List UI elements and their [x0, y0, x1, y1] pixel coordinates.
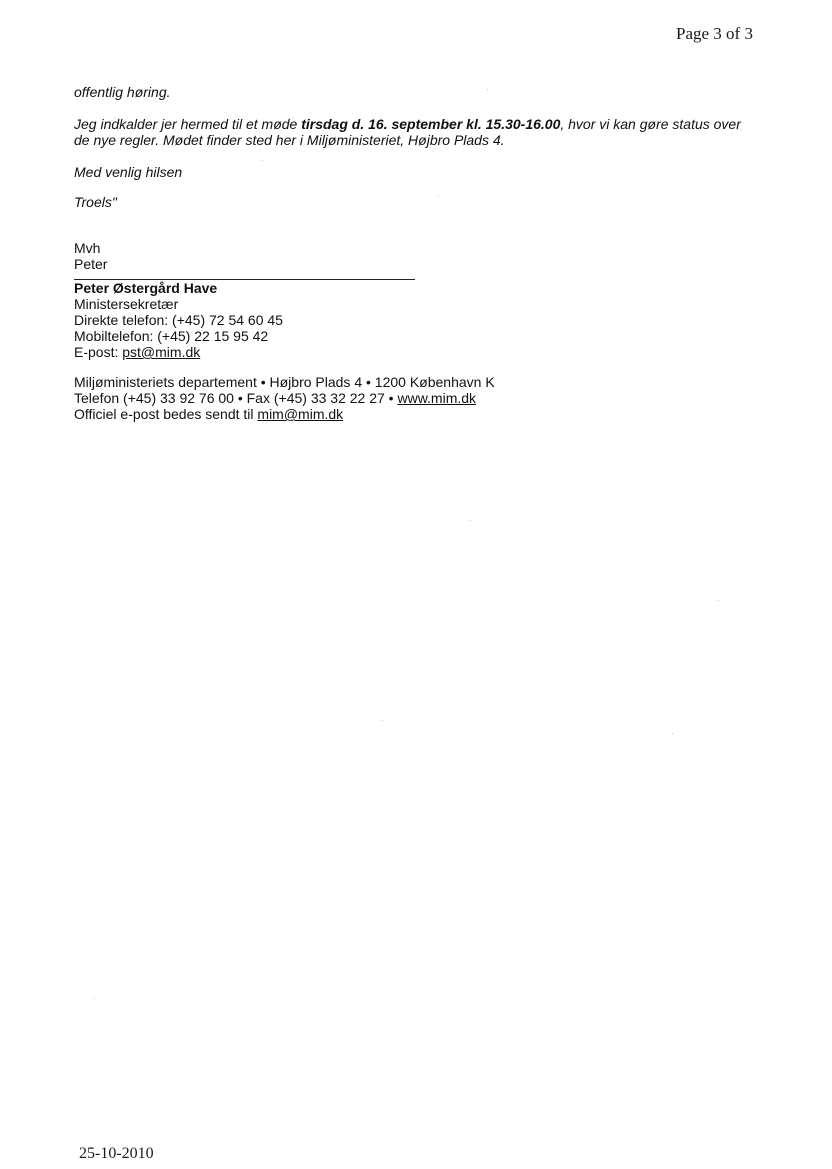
reply-closing: Mvh [74, 240, 101, 256]
department-official-text: Officiel e-post bedes sendt til [74, 406, 258, 422]
reply-name: Peter [74, 256, 108, 272]
scan-speck [718, 600, 719, 601]
quoted-greeting: Med venlig hilsen [74, 164, 183, 180]
department-official-email-link[interactable]: mim@mim.dk [257, 406, 344, 422]
scan-speck [672, 733, 673, 734]
signature-email-label: E-post: [74, 344, 123, 360]
meeting-time: tirsdag d. 16. september kl. 15.30-16.00 [301, 116, 561, 132]
department-official-line [74, 406, 764, 422]
quoted-invite-line-2: de nye regler. Mødet finder sted her i Miljøministeriet, Højbro Plads 4. [74, 132, 505, 148]
page-number: Page 3 of 3 [676, 24, 753, 43]
quoted-line-1: offentlig høring. [74, 84, 171, 100]
scan-speck [94, 998, 95, 999]
signature-title: Ministersekretær [74, 296, 179, 312]
quoted-invite-line-1 [74, 116, 764, 132]
signature-mobile-phone: Mobiltelefon: (+45) 22 15 95 42 [74, 328, 269, 344]
invite-text-post: , hvor vi kan gøre status over [560, 116, 741, 132]
department-address: Miljøministeriets departement • Højbro Plads 4 • 1200 København K [74, 374, 495, 390]
signature-email-link[interactable]: pst@mim.dk [122, 344, 201, 360]
footer-date: 25-10-2010 [79, 1145, 154, 1162]
scan-speck [487, 89, 488, 90]
signature-name: Peter Østergård Have [74, 280, 218, 296]
quoted-sender: Troels" [74, 194, 117, 210]
department-website-link[interactable]: www.mim.dk [397, 390, 477, 406]
scan-speck [262, 160, 263, 161]
scan-speck [438, 195, 439, 196]
scan-speck [382, 720, 383, 721]
scan-speck [470, 520, 471, 521]
signature-direct-phone: Direkte telefon: (+45) 72 54 60 45 [74, 312, 283, 328]
signature-email-line [74, 344, 764, 360]
department-contact-line [74, 390, 764, 406]
department-contact-text: Telefon (+45) 33 92 76 00 • Fax (+45) 33 32 22 27 • [74, 390, 398, 406]
document-body [74, 84, 764, 422]
invite-text-pre: Jeg indkalder jer hermed til et møde [74, 116, 302, 132]
